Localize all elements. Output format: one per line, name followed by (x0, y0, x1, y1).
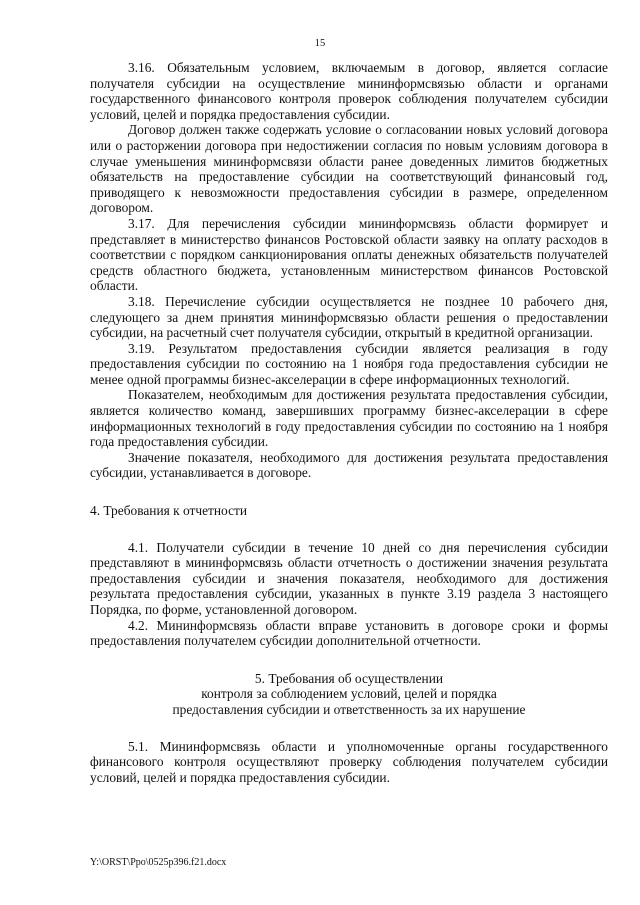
paragraph-3-18: 3.18. Перечисление субсидии осуществляется не позднее 10 рабочего дня, следующего за днем принятия мининформсвязью области решения о предоставлении субсидии, на расчетный счет получателя субсидии, открытый в кредитной организации. (90, 293, 608, 341)
document-body (90, 60, 608, 785)
paragraph-4-1: 4.1. Получатели субсидии в течение 10 дней со дня перечисления субсидии представляют в мининформсвязь области отчетность о достижении значения результата предоставления субсидии и значения показателя, необходимого для достижения результата предоставления субсидии, указанных в пункте 3.19 раздела 3 настоящего Порядка, по форме, установленной договором. (90, 539, 608, 617)
section-4-heading: 4. Требования к отчетности (90, 503, 248, 519)
page-number: 15 (314, 38, 326, 49)
paragraph-4-2: 4.2. Мининформсвязь области вправе установить в договоре сроки и формы предоставления получателем субсидии дополнительной отчетности. (90, 617, 608, 649)
paragraph-3-16: 3.16. Обязательным условием, включаемым в договор, является согласие получателя субсидии на осуществление мининформсвязью области и органами государственного финансового контроля проверок соблюдения получателем субсидии условий, целей и порядка предоставления субсидии. (90, 60, 608, 122)
paragraph-indicator-value: Значение показателя, необходимого для достижения результата предоставления субсидии, устанавливается в договоре. (90, 449, 608, 481)
section-5-heading-line-2: контроля за соблюдением условий, целей и порядка (201, 686, 497, 702)
footer-file-path: Y:\ORST\Ppo\0525p396.f21.docx (90, 857, 227, 868)
paragraph-3-17: 3.17. Для перечисления субсидии мининформсвязь области формирует и представляет в министерство финансов Ростовской области заявку на оплату расходов в соответствии с порядком санкционирования оплаты денежных обязательств получателей средств областного бюджета, установленным министерством финансов Ростовской области. (90, 215, 608, 294)
paragraph-contract-condition: Договор должен также содержать условие о согласовании новых условий договора или о расторжении договора при недостижении согласия по новым условиям договора в случае уменьшения мининформсвязи области ранее доведенных лимитов бюджетных обязательств на предоставление субсидии на соответствующий финансовый год, приводящего к невозможности предоставления субсидии в размере, определенном договором. (90, 122, 608, 216)
paragraph-5-1: 5.1. Мининформсвязь области и уполномоченные органы государственного финансового контроля осуществляют проверку соблюдения получателем субсидии условий, целей и порядка предоставления субсидии. (90, 738, 608, 785)
section-5-heading-line-3: предоставления субсидии и ответственность за их нарушение (172, 701, 526, 717)
paragraph-indicator: Показателем, необходимым для достижения результата предоставления субсидии, является количество команд, завершивших программу бизнес-акселерации в сфере информационных технологий в году предоставления субсидии по состоянию на 1 ноября года предоставления субсидии. (90, 387, 608, 450)
section-5-heading-line-1: 5. Требования об осуществлении (254, 670, 444, 686)
paragraph-3-19: 3.19. Результатом предоставления субсидии является реализация в году предоставления субсидии по состоянию на 1 ноября года предоставления субсидии не менее одной программы бизнес-акселерации в сфере информационных технологий. (90, 340, 608, 387)
section-5-heading (90, 671, 608, 718)
